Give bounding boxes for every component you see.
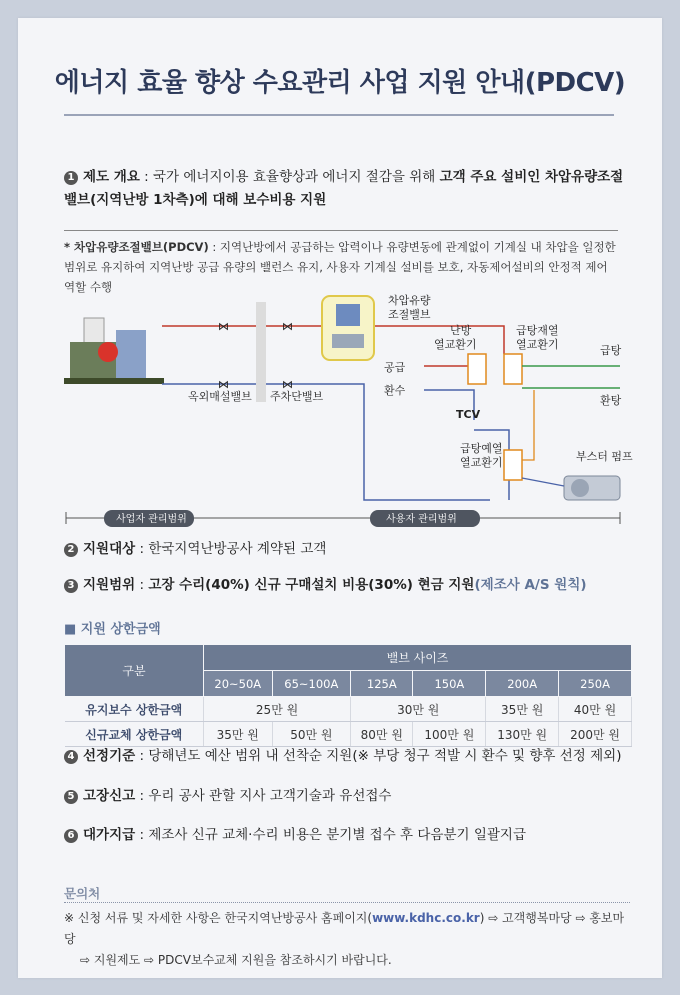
pdcv-note <box>64 230 618 297</box>
hot-water-label: 급탕 <box>600 344 622 357</box>
main-valve-label: 주차단밸브 <box>270 390 324 403</box>
svg-text:⋈: ⋈ <box>282 320 293 333</box>
document-page <box>18 18 662 978</box>
section-scope: 3 지원범위 : 고장 수리(40%) 신규 구매설치 비용(30%) 현금 지원(제조사 A/S 원칙) <box>64 574 624 597</box>
section-text: 국가 에너지이용 효율향상과 에너지 절감을 위해 <box>153 169 440 185</box>
svg-text:난방: 난방 <box>450 324 472 337</box>
scope-user: 사용자 관리범위 <box>386 514 457 525</box>
svg-text:급탕재열: 급탕재열 <box>516 324 559 337</box>
contact-divider <box>64 902 630 903</box>
page-title: 에너지 효율 향상 수요관리 사업 지원 안내(PDCV) <box>54 68 626 98</box>
section-payment: 6 대가지급 : 제조사 신규 교체·수리 비용은 분기별 접수 후 다음분기 일괄지급 <box>64 824 624 847</box>
svg-text:열교환기: 열교환기 <box>434 338 477 351</box>
supply-label: 공급 <box>384 361 406 374</box>
table-row: 신규교체 상한금액 35만 원 50만 원 80만 원 100만 원 130만 원 200만 원 <box>65 722 632 747</box>
section-target: 2 지원대상 : 한국지역난방공사 계약된 고객 <box>64 538 624 561</box>
svg-text:⋈: ⋈ <box>218 378 229 391</box>
system-diagram <box>64 290 633 530</box>
reheat-heat-exchanger <box>504 354 522 384</box>
svg-text:열교환기: 열교환기 <box>460 456 503 469</box>
header-category: 구분 <box>65 645 204 697</box>
section-overview: 1 제도 개요 : 국가 에너지이용 효율향상과 에너지 절감을 위해 고객 주요 설비인 차압유량조절 밸브(지역난방 1차측)에 대해 보수비용 지원 <box>64 169 624 208</box>
contact-text: ※ 신청 서류 및 자세한 사항은 한국지역난방공사 홈페이지(www.kdhc.co.kr) ⇨ 고객행복마당 ⇨ 홍보마당 ⇨ 지원제도 ⇨ PDCV보수교체 지원을 참조하시기 바랍니다. <box>64 911 625 967</box>
hot-return-label: 환탕 <box>600 394 622 407</box>
svg-text:⋈: ⋈ <box>218 320 229 333</box>
heating-heat-exchanger <box>468 354 486 384</box>
section-bold-2: 밸브(지역난방 1차측)에 대해 보수비용 지원 <box>64 192 327 208</box>
limit-subheading: ■ 지원 상한금액 <box>64 622 161 637</box>
pdcv-label-1: 차압유량 <box>388 294 431 307</box>
return-label: 환수 <box>384 384 406 397</box>
power-plant-icon <box>64 318 164 384</box>
svg-text:열교환기: 열교환기 <box>516 338 559 351</box>
scope-provider: 사업자 관리범위 <box>116 514 187 525</box>
section-heading: 제도 개요 <box>83 169 140 185</box>
svg-text:급탕예열: 급탕예열 <box>460 442 503 455</box>
section-report: 5 고장신고 : 우리 공사 관할 지사 고객기술과 유선접수 <box>64 785 624 808</box>
section-criteria: 4 선정기준 : 당해년도 예산 범위 내 선착순 지원(※ 부당 청구 적발 시 환수 및 향후 선정 제외) <box>64 745 624 768</box>
homepage-link[interactable]: www.kdhc.co.kr <box>372 911 480 925</box>
pdcv-valve-icon <box>322 296 374 360</box>
header-valve-size: 밸브 사이즈 <box>204 645 632 671</box>
contact-heading: 문의처 <box>64 886 101 901</box>
svg-text:⋈: ⋈ <box>282 378 293 391</box>
tcv-label: TCV <box>456 408 481 421</box>
section-bold: 고객 주요 설비인 차압유량조절 <box>439 169 624 185</box>
table-row: 유지보수 상한금액 25만 원 30만 원 35만 원 40만 원 <box>65 697 632 722</box>
note-text: : 지역난방에서 공급하는 압력이나 유량변동에 관계없이 기계실 내 차압을 일정한 범위로 유지하여 지역난방 공급 유량의 밸런스 유지, 사용자 기계실 설비를 보호, 자동제어설비의 안정적 제어 역할 수행 <box>64 240 616 294</box>
pump-label: 부스터 펌프 <box>576 450 633 463</box>
support-limit-table: 구분 밸브 사이즈 20~50A 65~100A 125A 150A 200A 250A 유지보수 상한금액 25만 원 30만 원 35만 원 40만 원 신규교체 상한금액 35만 원 50만 원 80만 원 100만 원 130만 원 200만 원 <box>64 644 632 747</box>
note-heading: * 차압유량조절밸브(PDCV) <box>64 240 209 254</box>
pdcv-label-2: 조절밸브 <box>388 308 431 321</box>
outdoor-valve-label: 옥외매설밸브 <box>188 390 252 403</box>
preheat-heat-exchanger <box>504 450 522 480</box>
number-badge: 1 <box>64 171 78 185</box>
booster-pump-icon <box>564 476 620 500</box>
title-divider <box>64 114 614 116</box>
